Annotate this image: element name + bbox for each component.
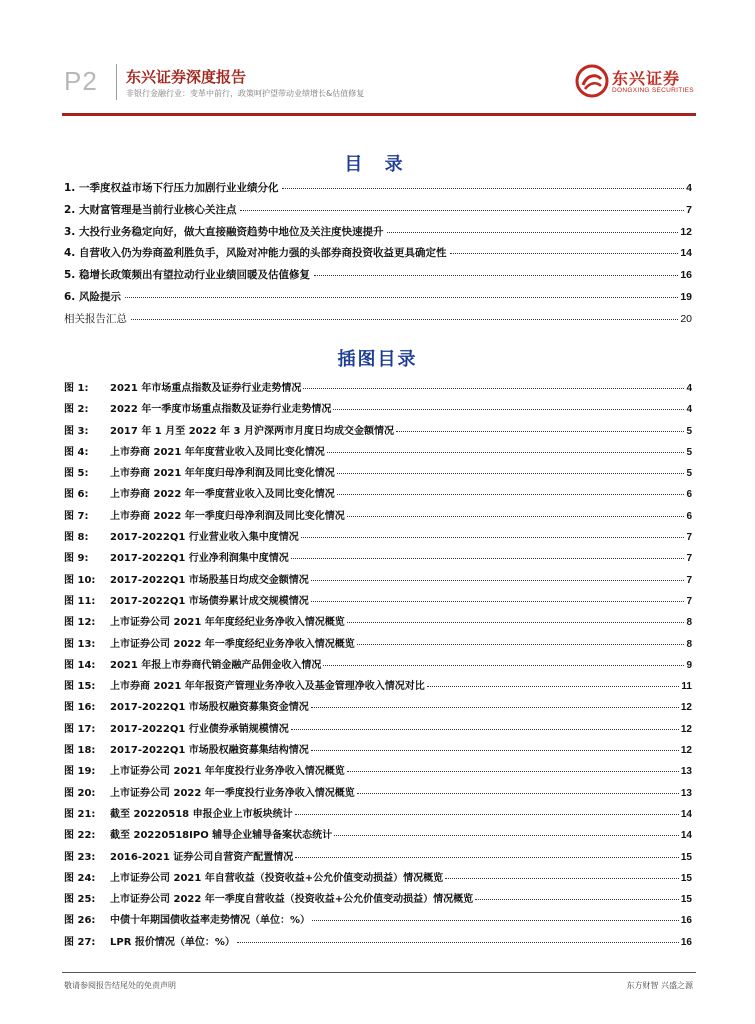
figure-page: 4 [686, 383, 692, 394]
figure-title: 截至 20220518 申报企业上市板块统计 [110, 808, 293, 820]
figure-item[interactable] [64, 507, 692, 528]
figure-number: 图 27: [64, 936, 96, 948]
report-subtitle: 非银行金融行业：变革中前行，政策呵护望带动业绩增长&估值修复 [126, 89, 365, 98]
figure-page: 15 [680, 872, 692, 884]
figure-page: 13 [680, 766, 692, 778]
figure-title: 2017-2022Q1 行业净利润集中度情况 [110, 553, 289, 565]
figure-leader [311, 750, 679, 751]
figure-title: 上市券商 2022 年一季度营业收入及同比变化情况 [110, 489, 335, 501]
figure-title: 2017-2022Q1 市场股权融资募集资金情况 [110, 702, 309, 714]
figure-page: 7 [686, 532, 692, 544]
figure-leader [445, 878, 679, 879]
figure-page: 12 [680, 702, 692, 714]
figure-number: 图 4: [64, 446, 89, 458]
toc-item-label: 2. 大财富管理是当前行业核心关注点 [64, 203, 237, 216]
toc-item[interactable] [64, 311, 692, 333]
toc-item-label: 1. 一季度权益市场下行压力加剧行业业绩分化 [64, 182, 279, 194]
figure-page: 4 [686, 404, 692, 416]
figure-number: 图 15: [64, 681, 96, 693]
figure-page: 5 [686, 446, 692, 458]
footer-slogan: 东方财智 兴盛之源 [626, 981, 693, 990]
figure-leader [311, 707, 679, 708]
figure-number: 图 22: [64, 830, 96, 842]
toc-item[interactable] [64, 224, 692, 246]
toc-item-label: 4. 自营收入仍为券商盈利胜负手，风险对冲能力强的头部券商投资收益更具确定性 [64, 247, 447, 260]
figure-item[interactable] [64, 443, 692, 464]
figure-leader [301, 537, 685, 538]
figure-number: 图 23: [64, 851, 96, 863]
figure-leader [337, 494, 685, 495]
toc-item[interactable] [64, 267, 692, 289]
toc-leader [131, 319, 678, 320]
figure-item[interactable] [64, 656, 692, 677]
header-divider [116, 64, 117, 100]
figure-title: 中债十年期国债收益率走势情况（单位：%） [110, 915, 311, 927]
figure-leader [396, 431, 684, 432]
figure-leader [295, 814, 679, 815]
figure-item[interactable] [64, 677, 692, 698]
toc-item-label: 相关报告汇总 [64, 312, 127, 325]
figure-title: 2016-2021 证券公司自营资产配置情况 [110, 851, 294, 863]
company-logo [575, 64, 695, 100]
figure-page: 14 [680, 808, 692, 820]
figure-item[interactable] [64, 613, 692, 634]
figure-page: 7 [686, 553, 692, 565]
figure-leader [333, 409, 684, 410]
figure-title: 上市证券公司 2021 年年度投行业务净收入情况概览 [110, 766, 345, 778]
figure-title: 上市证券公司 2022 年一季度经纪业务净收入情况概览 [110, 638, 355, 650]
figure-page: 12 [680, 745, 692, 757]
figure-title: 2022 年一季度市场重点指数及证券行业走势情况 [110, 404, 332, 416]
figure-leader [311, 580, 685, 581]
figure-item[interactable] [64, 379, 692, 400]
figure-item[interactable] [64, 592, 692, 613]
figure-title: 上市证券公司 2021 年年度经纪业务净收入情况概览 [110, 617, 345, 629]
toc-item-page: 16 [680, 269, 692, 282]
figure-page: 13 [680, 787, 692, 799]
figure-number: 图 12: [64, 617, 96, 629]
figure-title: 截至 20220518IPO 辅导企业辅导备案状态统计 [110, 830, 333, 842]
toc-leader [387, 232, 678, 233]
figure-item[interactable] [64, 933, 692, 954]
figure-leader [237, 942, 679, 943]
figure-page: 14 [680, 830, 692, 842]
figure-number: 图 9: [64, 553, 89, 565]
figure-number: 图 14: [64, 659, 96, 671]
page-number: P2 [64, 66, 98, 96]
figure-number: 图 25: [64, 894, 96, 906]
figure-title: 上市证券公司 2022 年一季度自营收益（投资收益+公允价值变动损益）情况概览 [110, 894, 474, 906]
figure-number: 图 19: [64, 766, 96, 778]
figure-number: 图 6: [64, 489, 89, 501]
figure-leader [357, 793, 679, 794]
figure-number: 图 10: [64, 574, 96, 586]
toc-item-page: 14 [680, 247, 692, 260]
figure-leader [427, 686, 680, 687]
toc-item-page: 19 [680, 290, 692, 303]
figures-list [64, 379, 692, 954]
toc-item-page: 4 [686, 182, 692, 194]
figure-leader [347, 771, 679, 772]
toc-leader [282, 188, 684, 189]
figure-item[interactable] [64, 571, 692, 592]
page-header [0, 0, 755, 118]
footer-rule [62, 972, 696, 973]
figure-item[interactable] [64, 848, 692, 869]
figure-page: 5 [686, 468, 692, 480]
toc-item[interactable] [64, 245, 692, 267]
figure-title: LPR 报价情况（单位：%） [110, 936, 235, 948]
figure-item[interactable] [64, 911, 692, 932]
toc-title: 目 录 [344, 154, 411, 175]
figure-leader [347, 622, 685, 623]
figure-leader [303, 388, 684, 389]
figure-number: 图 20: [64, 787, 96, 799]
figure-leader [334, 835, 679, 836]
toc-item-page: 7 [686, 203, 692, 216]
figure-item[interactable] [64, 635, 692, 656]
figure-item[interactable] [64, 805, 692, 826]
toc-item-label: 6. 风险提示 [64, 290, 121, 303]
figure-number: 图 21: [64, 808, 96, 820]
figure-title: 2017-2022Q1 行业债券承销规模情况 [110, 723, 289, 735]
figure-leader [337, 473, 685, 474]
figure-number: 图 8: [64, 532, 89, 544]
figure-title: 上市证券公司 2021 年自营收益（投资收益+公允价值变动损益）情况概览 [110, 872, 444, 884]
logo-mark-icon [575, 64, 609, 98]
toc-leader [240, 210, 684, 211]
figure-page: 7 [686, 595, 692, 607]
figure-number: 图 18: [64, 745, 96, 757]
figure-title: 上市券商 2021 年年度营业收入及同比变化情况 [110, 446, 325, 458]
toc-list [64, 180, 692, 333]
figure-title: 2017-2022Q1 行业营业收入集中度情况 [110, 532, 299, 544]
figure-title: 上市券商 2022 年一季度归母净利润及同比变化情况 [110, 510, 345, 522]
toc-leader [125, 297, 678, 298]
figure-number: 图 13: [64, 638, 96, 650]
figure-page: 5 [686, 425, 692, 437]
figure-item[interactable] [64, 400, 692, 421]
report-type: 东兴证券深度报告 [126, 68, 247, 86]
figure-item[interactable] [64, 826, 692, 847]
toc-item-label: 3. 大投行业务稳定向好，做大直接融资趋势中地位及关注度快速提升 [64, 225, 384, 238]
figure-page: 12 [680, 723, 692, 735]
figure-item[interactable] [64, 720, 692, 741]
toc-item[interactable] [64, 202, 692, 224]
figure-number: 图 16: [64, 702, 96, 714]
figure-item[interactable] [64, 485, 692, 506]
figure-title: 上市券商 2021 年年报资产管理业务净收入及基金管理净收入情况对比 [110, 681, 425, 693]
figure-leader [295, 857, 679, 858]
figure-leader [475, 899, 679, 900]
figure-number: 图 24: [64, 872, 96, 884]
toc-item[interactable] [64, 289, 692, 311]
figure-number: 图 11: [64, 595, 96, 607]
logo-text-cn: 东兴证券 [612, 69, 681, 88]
figure-page: 8 [686, 638, 692, 650]
figure-title: 2017-2022Q1 市场股基日均成交金额情况 [110, 574, 309, 586]
figure-title: 2017-2022Q1 市场债券累计成交规模情况 [110, 595, 309, 607]
figure-page: 6 [686, 510, 692, 522]
figure-number: 图 3: [64, 425, 89, 437]
figure-title: 2017 年 1 月至 2022 年 3 月沪深两市月度日均成交金额情况 [110, 425, 394, 437]
figure-leader [357, 644, 685, 645]
toc-item[interactable] [64, 180, 692, 202]
figure-item[interactable] [64, 869, 692, 890]
figure-page: 15 [680, 894, 692, 906]
figure-title: 上市券商 2021 年年度归母净利润及同比变化情况 [110, 468, 335, 480]
figure-leader [291, 729, 679, 730]
figure-number: 图 2: [64, 404, 89, 416]
toc-item-label: 5. 稳增长政策频出有望拉动行业业绩回暖及估值修复 [64, 269, 310, 282]
logo-text-en: DONGXING SECURITIES [612, 87, 694, 94]
figure-page: 8 [686, 617, 692, 629]
figure-item[interactable] [64, 698, 692, 719]
figure-page: 11 [681, 681, 692, 693]
figures-title: 插图目录 [337, 349, 418, 370]
footer-disclaimer: 敬请参阅报告结尾处的免责声明 [64, 981, 176, 990]
figure-item[interactable] [64, 549, 692, 570]
figure-title: 2017-2022Q1 市场股权融资募集结构情况 [110, 745, 309, 757]
figure-title: 2021 年市场重点指数及证券行业走势情况 [110, 383, 302, 394]
toc-leader [450, 253, 678, 254]
header-rule [62, 113, 696, 116]
figure-title: 上市证券公司 2022 年一季度投行业务净收入情况概览 [110, 787, 355, 799]
figure-leader [347, 516, 685, 517]
figure-item[interactable] [64, 784, 692, 805]
figure-item[interactable] [64, 464, 692, 485]
figure-number: 图 1: [64, 383, 89, 394]
figure-page: 16 [680, 915, 692, 927]
figure-page: 6 [686, 489, 692, 501]
figure-number: 图 26: [64, 915, 96, 927]
figure-page: 16 [680, 936, 692, 948]
figure-item[interactable] [64, 528, 692, 549]
figure-leader [323, 665, 684, 666]
figure-item[interactable] [64, 890, 692, 911]
figure-page: 9 [686, 659, 692, 671]
figure-leader [311, 601, 685, 602]
figure-item[interactable] [64, 422, 692, 443]
figure-leader [291, 558, 685, 559]
toc-item-page: 12 [680, 225, 692, 238]
figure-leader [327, 452, 685, 453]
figure-number: 图 17: [64, 723, 96, 735]
toc-leader [314, 275, 678, 276]
figure-number: 图 5: [64, 468, 89, 480]
figure-number: 图 7: [64, 510, 89, 522]
figure-page: 15 [680, 851, 692, 863]
figure-item[interactable] [64, 741, 692, 762]
figure-item[interactable] [64, 762, 692, 783]
toc-item-page: 20 [680, 312, 692, 325]
figure-title: 2021 年报上市券商代销金融产品佣金收入情况 [110, 659, 322, 671]
figure-page: 7 [686, 574, 692, 586]
figure-leader [312, 920, 679, 921]
